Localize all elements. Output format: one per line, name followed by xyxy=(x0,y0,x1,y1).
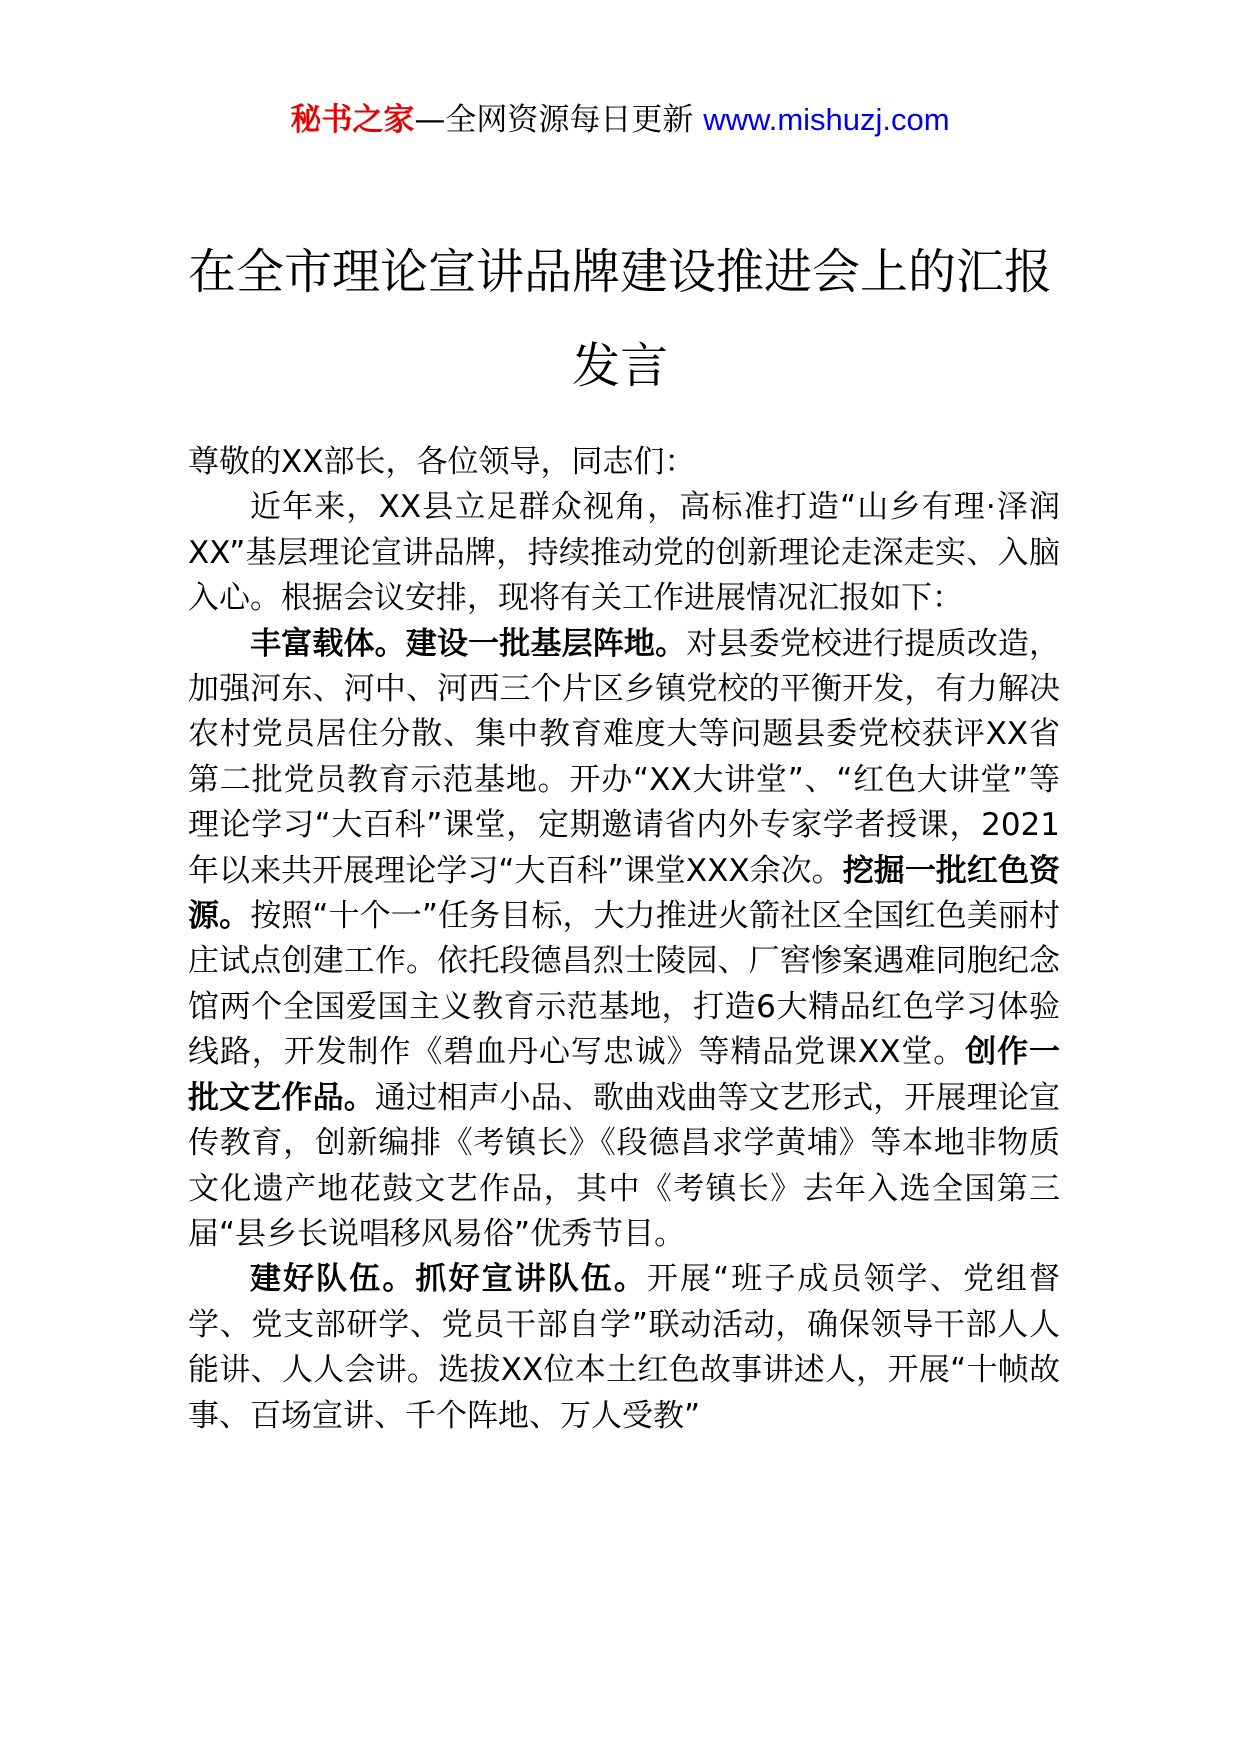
document-title xyxy=(160,225,1080,413)
section1-text3: 通过相声小品、歌曲戏曲等文艺形式，开展理论宣传教育，创新编排《考镇长》《段德昌求学黄埔》等本地非物质文化遗产地花鼓文艺作品，其中《考镇长》去年入选全国第三届“县乡长说唱移风易俗”优秀节目。 xyxy=(188,1079,1060,1252)
section1-heading: 丰富载体。建设一批基层阵地。 xyxy=(250,625,687,662)
section1-text1: 对县委党校进行提质改造，加强河东、河中、河西三个片区乡镇党校的平衡开发，有力解决农村党员居住分散、集中教育难度大等问题县委党校获评XX省第二批党员教育示范基地。开办“XX大讲堂”、“红色大讲堂”等理论学习“大百科”课堂，定期邀请省内外专家学者授课，2021年以来共开展理论学习“大百科”课堂XXX余次。 xyxy=(188,625,1061,889)
section2-heading: 建好队伍。抓好宣讲队伍。 xyxy=(250,1261,647,1298)
section1-paragraph xyxy=(188,622,1060,1258)
section2-paragraph xyxy=(188,1257,1060,1439)
site-brand: 秘书之家 xyxy=(290,102,415,138)
section1-text2: 按照“十个一”任务目标，大力推进火箭社区全国红色美丽村庄试点创建工作。依托段德昌烈士陵园、厂窖惨案遇难同胞纪念馆两个全国爱国主义教育示范基地，打造6大精品红色学习体验线路，开发制作《碧血丹心写忠诚》等精品党课XX堂。 xyxy=(188,898,1061,1071)
document-title-line2: 发言 xyxy=(571,338,668,394)
salutation: 尊敬的XX部长，各位领导，同志们： xyxy=(188,444,696,480)
document-title-line1: 在全市理论宣讲品牌建设推进会上的汇报 xyxy=(187,244,1052,300)
site-url-link[interactable]: www.mishuzj.com xyxy=(703,102,950,137)
section1-subheading3: 创作一批文艺作品。 xyxy=(188,1034,1060,1116)
site-header xyxy=(0,98,1240,142)
intro-paragraph: 近年来，XX县立足群众视角，高标准打造“山乡有理·泽润XX”基层理论宣讲品牌，持续推动党的创新理论走深走实、入脑入心。根据会议安排，现将有关工作进展情况汇报如下： xyxy=(188,489,1060,617)
document-body xyxy=(188,440,1060,1439)
site-tagline: —全网资源每日更新 xyxy=(414,102,704,138)
section1-subheading2: 挖掘一批红色资源。 xyxy=(188,852,1060,935)
section2-text1: 开展“班子成员领学、党组督学、党支部研学、党员干部自学”联动活动，确保领导干部人人能讲、人人会讲。选拔XX位本土红色故事讲述人，开展“十帧故事、百场宣讲、千个阵地、万人受教” xyxy=(188,1261,1060,1434)
